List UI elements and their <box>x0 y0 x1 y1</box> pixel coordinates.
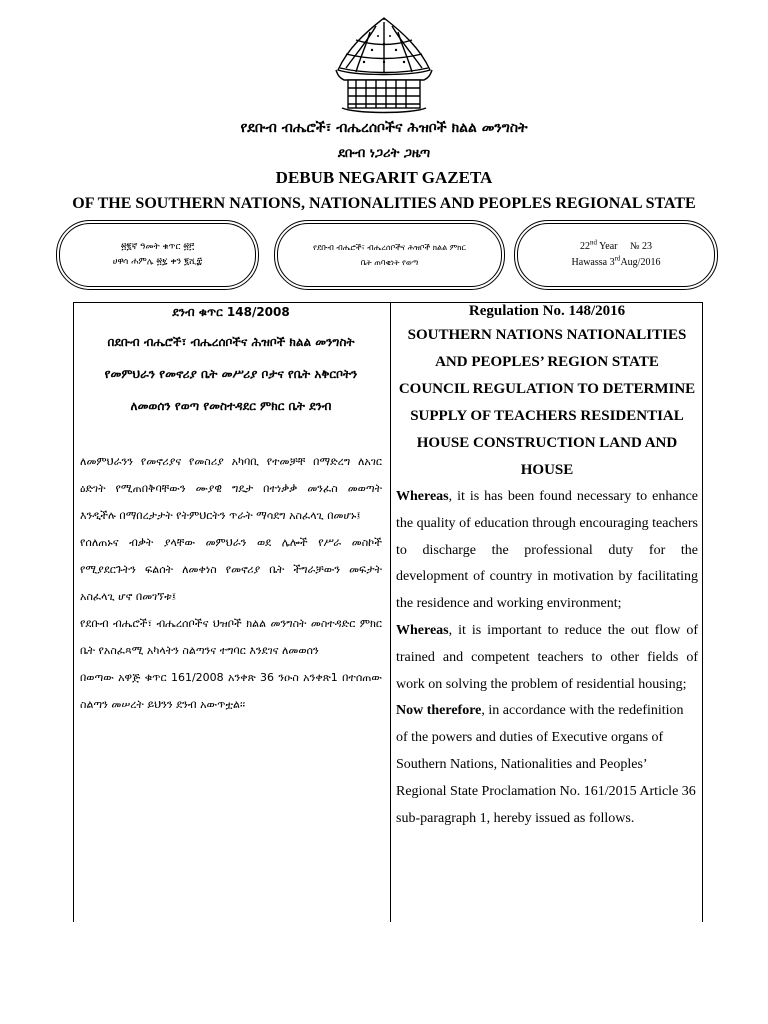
amharic-regulation-heading <box>80 326 382 422</box>
year-word: Year <box>596 241 618 252</box>
english-gazette-title: DEBUB NEGARIT GAZETA <box>275 168 493 187</box>
amharic-paragraph: የሰለጠኑና ብቃት ያላቸው መምህራን ወደ ሌሎች የሥራ መስኮች የሚያደርጉትን ፍልሰት ለመቀነስ የመኖሪያ ቤት ችግራቻውን መፍታት አስፈላጊ ሆኖ በመገኘቱ፤ <box>80 536 382 603</box>
amharic-gazette-title: ደቡብ ነጋሪት ጋዜጣ <box>337 146 431 161</box>
date-month-year: Aug/2016 <box>620 257 661 268</box>
english-heading-line: HOUSE <box>520 462 574 478</box>
date-place-day: Hawassa 3 <box>571 257 615 268</box>
english-heading-line: SUPPLY OF TEACHERS RESIDENTIAL <box>410 408 684 424</box>
year-number: 22 <box>579 241 590 252</box>
english-heading-line: COUNCIL REGULATION TO DETERMINE <box>398 381 696 397</box>
amharic-heading-line: ለመወሰን የወጣ የመስተዳደር ምክር ቤት ደንብ <box>130 399 332 413</box>
english-heading-line: SOUTHERN NATIONS NATIONALITIES <box>407 327 687 343</box>
issue-number: № 23 <box>630 241 653 252</box>
paragraph-keyword: Now therefore <box>396 703 482 719</box>
year-suffix: nd <box>589 238 597 247</box>
amharic-column <box>80 303 382 718</box>
amharic-heading-line: በደቡብ ብሔሮች፣ ብሔረሰቦችና ሕዝቦች ክልል መንግስት <box>107 335 355 349</box>
amharic-paragraph: በወጣው አዋጅ ቁጥር 161/2008 አንቀጽ 36 ንዑስ አንቀጽ1 በተሰጠው ስልጣን መሠረት ይህንን ደንብ አውጥቷል፡፡ <box>80 671 382 711</box>
bilingual-regulation-table <box>73 302 703 922</box>
amharic-regulation-number: ደንብ ቁጥር 148/2008 <box>172 305 290 319</box>
amharic-preamble <box>80 448 382 718</box>
english-paragraph-whereas-2 <box>396 618 698 698</box>
amharic-paragraph: ለመምህራንን የመኖሪያና የመስሪያ አካባቢ የተመቻቸ በማድረግ ለአገር ዕድገት የሚጠበቅባቸውን ሙያዊ ግዴታ በተነቃቃ መንፈስ መወጣት እንዲችሉ በማበረታታት የትምህርትን ጥራት ማሳደግ አስፈላጊ በመሆኑ፤ <box>80 455 382 522</box>
english-regulation-number: Regulation No. 148/2016 <box>468 303 626 319</box>
issue-date-amharic: ሀዋሳ ሐምሌ ፳፯ ቀን ፪ሺ፰ <box>112 257 203 267</box>
paragraph-text: , it is has been found necessary to enhance the quality of education through encouraging teachers to discharge the professional duty for the development of country in motivation by facilitating the residence and working environment; <box>396 489 698 612</box>
amharic-paragraph: የደቡብ ብሔሮች፣ ብሔረሰቦችና ህዝቦች ክልል መንግስት መስተዳድር ምክር ቤት የአስፈጻሚ አካላትን ስልጣንና ተግባር እንደገና ለመወሰን <box>80 617 382 657</box>
english-state-subtitle: OF THE SOUTHERN NATIONS, NATIONALITIES AND PEOPLES REGIONAL STATE <box>72 195 696 212</box>
column-divider <box>390 303 391 922</box>
english-regulation-heading <box>396 322 698 484</box>
english-paragraph-whereas-1 <box>396 484 698 618</box>
date-suffix: rd <box>614 254 621 263</box>
english-paragraph-now-therefore <box>396 698 698 832</box>
issue-info-box-english <box>514 220 718 290</box>
issue-year-number-amharic: ፳፪ኛ ዓመት ቁጥር ፳፫ <box>120 242 195 252</box>
amharic-state-title: የደቡብ ብሔሮች፣ ብሔረሰቦችና ሕዝቦች ክልል መንግስት <box>240 120 528 136</box>
hut-emblem-logo <box>326 14 442 118</box>
english-heading-line: AND PEOPLES’ REGION STATE <box>435 354 659 370</box>
paragraph-keyword: Whereas <box>396 489 449 504</box>
issuer-line-1: የደቡብ ብሔሮች፣ ብሔረሰቦችና ሕዝቦች ክልል ምክር <box>313 243 466 252</box>
issuer-line-2: ቤት ጠባቂነት የወጣ <box>360 258 419 267</box>
issuer-box <box>274 220 505 290</box>
english-column <box>396 303 698 832</box>
paragraph-text: , in accordance with the redefinition of the powers and duties of Executive organs of Southern Nations, Nationalities and Peoples’ Regional State Proclamation No. 161/2015 Article 36 sub-paragraph 1, hereby issued as follows. <box>396 703 696 826</box>
issue-year-number-english <box>580 239 652 255</box>
issue-date-english <box>572 255 661 271</box>
english-heading-line: HOUSE CONSTRUCTION LAND AND <box>416 435 678 451</box>
issue-info-box-amharic <box>56 220 259 290</box>
amharic-heading-line: የመምህራን የመኖሪያ ቤት መሥሪያ ቦታና የቤት አቅርቦትን <box>104 367 358 381</box>
paragraph-keyword: Whereas <box>396 622 449 638</box>
paragraph-text: , it is important to reduce the out flow of trained and competent teachers to other fields of work on solving the problem of residential housing; <box>396 622 698 692</box>
